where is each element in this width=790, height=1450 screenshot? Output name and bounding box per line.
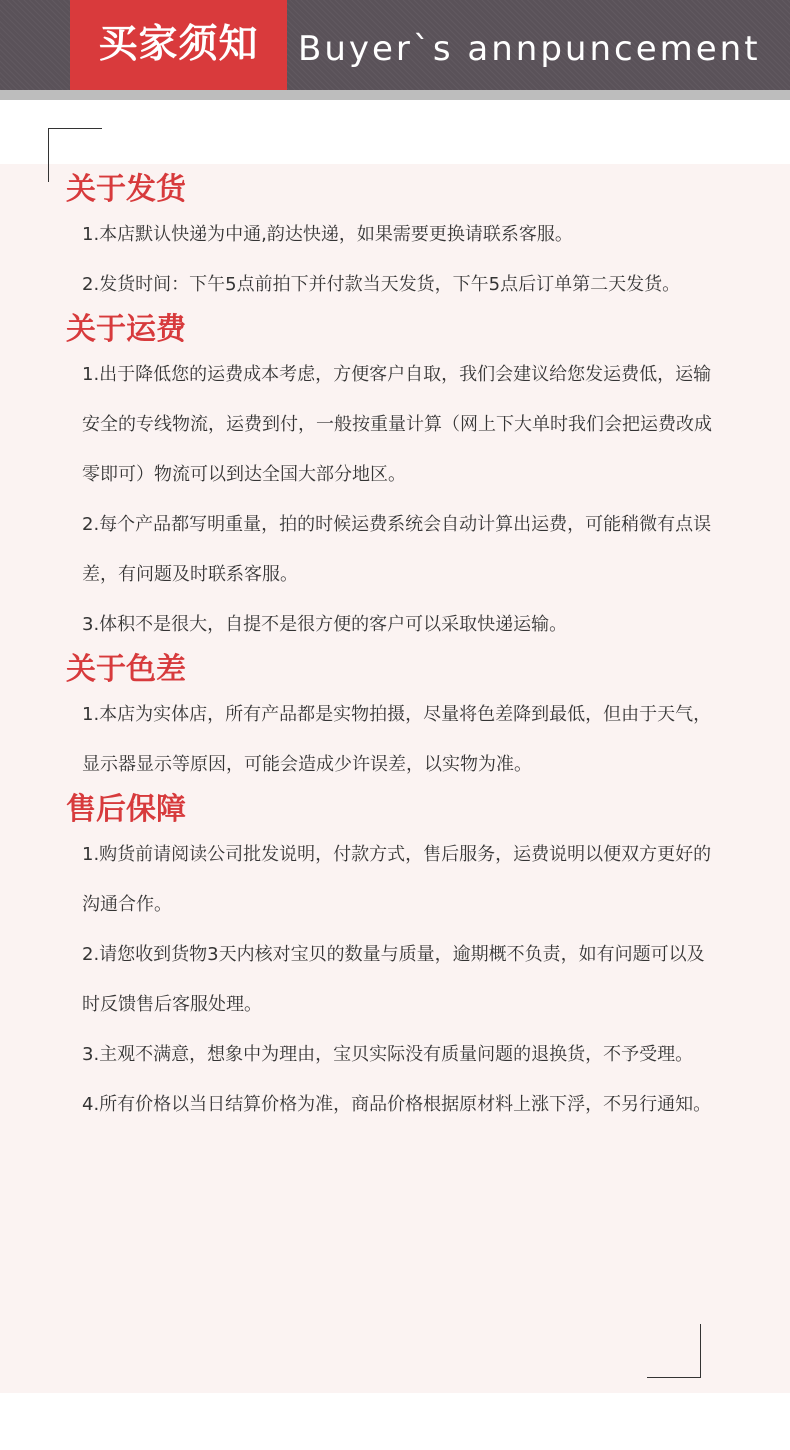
- corner-bracket-bottom-right: [647, 1377, 701, 1378]
- corner-bracket-top-left: [48, 128, 102, 129]
- section-color-difference: [66, 650, 726, 790]
- notice-content: [66, 170, 726, 1130]
- paragraph: 3.主观不满意，想象中为理由，宝贝实际没有质量问题的退换货，不予受理。: [82, 1044, 694, 1065]
- section-title: 关于发货: [66, 172, 186, 207]
- title-en: Buyer`s annpuncement: [298, 29, 761, 69]
- section-freight: [66, 310, 726, 650]
- section-shipping: [66, 170, 726, 310]
- paragraph: 3.体积不是很大，自提不是很方便的客户可以采取快递运输。: [82, 614, 568, 635]
- paragraph: 2.请您收到货物3天内核对宝贝的数量与质量，逾期概不负责，如有问题可以及时反馈售后客服处理。: [82, 944, 705, 1015]
- header-divider: [0, 90, 790, 100]
- paragraph: 2.每个产品都写明重量，拍的时候运费系统会自动计算出运费，可能稍微有点误差，有问题及时联系客服。: [82, 514, 712, 585]
- paragraph: 1.出于降低您的运费成本考虑，方便客户自取，我们会建议给您发运费低，运输安全的专线物流，运费到付，一般按重量计算（网上下大单时我们会把运费改成零即可）物流可以到达全国大部分地区。: [82, 364, 712, 485]
- paragraph: 1.本店默认快递为中通,韵达快递，如果需要更换请联系客服。: [82, 224, 573, 245]
- corner-bracket-bottom-right-vertical: [700, 1324, 701, 1378]
- paragraph: 2.发货时间：下午5点前拍下并付款当天发货，下午5点后订单第二天发货。: [82, 274, 681, 295]
- paragraph: 4.所有价格以当日结算价格为准，商品价格根据原材料上涨下浮，不另行通知。: [82, 1094, 712, 1115]
- corner-bracket-top-left-vertical: [48, 128, 49, 182]
- section-title: 关于运费: [66, 312, 186, 347]
- section-title: 关于色差: [66, 652, 186, 687]
- title-cn: 买家须知: [70, 0, 287, 90]
- section-after-sales: [66, 790, 726, 1130]
- paragraph: 1.本店为实体店，所有产品都是实物拍摄，尽量将色差降到最低，但由于天气，显示器显示等原因，可能会造成少许误差，以实物为准。: [82, 704, 712, 775]
- section-title: 售后保障: [66, 792, 186, 827]
- paragraph: 1.购货前请阅读公司批发说明，付款方式，售后服务，运费说明以便双方更好的沟通合作。: [82, 844, 712, 915]
